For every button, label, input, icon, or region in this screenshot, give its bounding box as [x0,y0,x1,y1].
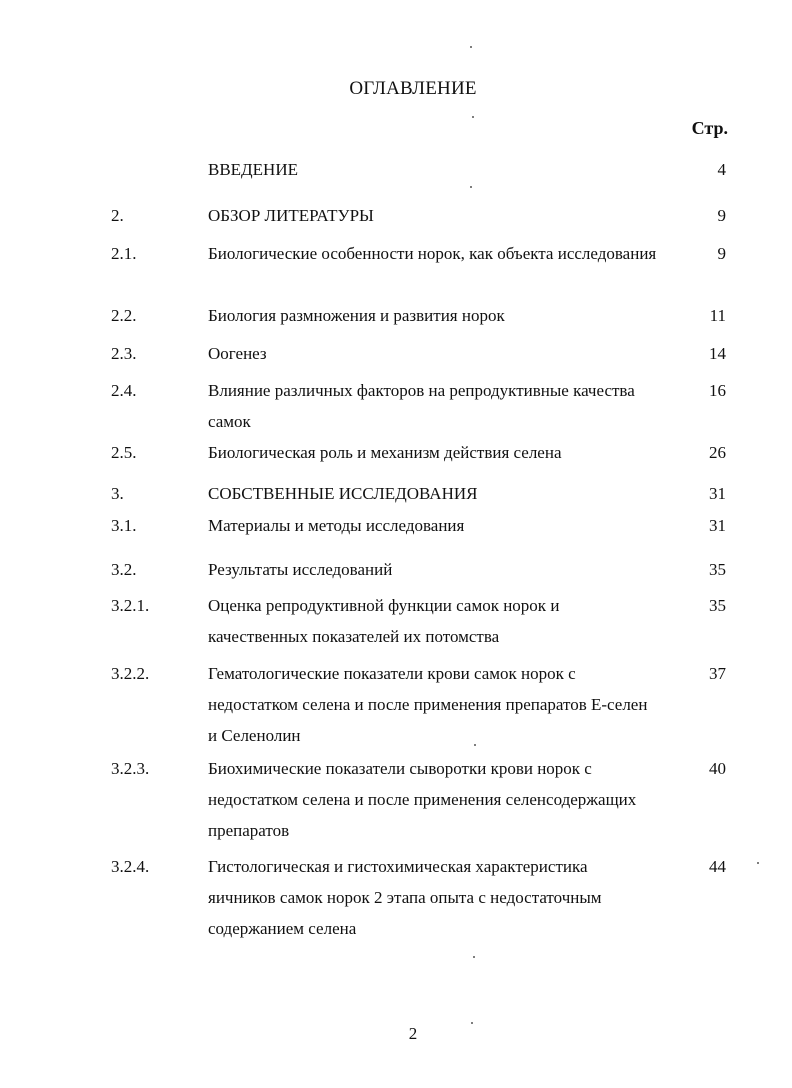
toc-entry-title: СОБСТВЕННЫЕ ИССЛЕДОВАНИЯ [208,484,478,503]
scan-speck [470,46,472,48]
toc-entry-number: 2.3. [111,344,137,363]
toc-entry-number: 3.2.1. [111,596,150,615]
toc-entry-page: 31 [709,484,726,503]
toc-entry-page: 11 [709,306,726,325]
page-column-label: Стр. [691,118,728,138]
toc-entry-number: 2. [111,206,124,225]
toc-entry-number: 3.2.4. [111,857,150,876]
toc-entry-number: 3.1. [111,516,137,535]
toc-entry-page: 37 [709,664,726,683]
toc-entry-number: 2.4. [111,381,137,400]
scan-speck [474,744,476,746]
toc-entry-number: 2.1. [111,244,137,263]
toc-entry-title: Биология размножения и развития норок [208,306,505,325]
page-title: ОГЛАВЛЕНИЕ [349,78,477,99]
toc-entry-title: Результаты исследований [208,560,393,579]
scan-speck [470,186,472,188]
toc-entry-title: Материалы и методы исследования [208,516,465,535]
toc-entry-number: 2.2. [111,306,137,325]
toc-entry-title: Биохимические показатели сыворотки крови норок с недостатком селена и после применения селенсодержащих препаратов [208,759,637,840]
toc-entry-page: 9 [717,244,726,263]
scan-speck [757,862,759,864]
toc-entry-number: 3.2.3. [111,759,150,778]
toc-entry-page: 40 [709,759,726,778]
toc-entry-page: 16 [709,381,726,400]
page-number: 2 [408,1024,418,1043]
toc-entry-page: 35 [709,596,726,615]
toc-entry-title: Влияние различных факторов на репродуктивные качества самок [208,381,635,431]
toc-entry-page: 14 [709,344,726,363]
toc-entry-page: 31 [709,516,726,535]
toc-entry-page: 35 [709,560,726,579]
scan-speck [471,1022,473,1024]
toc-entry-title: Гистологическая и гистохимическая характеристика яичников самок норок 2 этапа опыта с недостаточным содержанием селена [208,857,602,938]
toc-entry-number: 3.2. [111,560,137,579]
toc-entry-number: 3. [111,484,124,503]
toc-entry-page: 26 [709,443,726,462]
toc-entry-title: Биологическая роль и механизм действия селена [208,443,562,462]
toc-entry-title: Биологические особенности норок, как объекта исследования [208,244,657,263]
toc-entry-title: Гематологические показатели крови самок норок с недостатком селена и после применения препаратов Е-селен и Селенолин [208,664,648,745]
toc-entry-title: Оценка репродуктивной функции самок норок и качественных показателей их потомства [208,596,560,646]
scan-speck [473,956,475,958]
toc-entry-title: ОБЗОР ЛИТЕРАТУРЫ [208,206,374,225]
toc-entry-number: 3.2.2. [111,664,150,683]
toc-entry-page: 9 [717,206,726,225]
scan-speck [472,116,474,118]
toc-entry-title: ВВЕДЕНИЕ [208,160,298,179]
toc-entry-page: 44 [709,857,726,876]
toc-entry-page: 4 [717,160,726,179]
toc-entry-title: Оогенез [208,344,267,363]
toc-entry-number: 2.5. [111,443,137,462]
